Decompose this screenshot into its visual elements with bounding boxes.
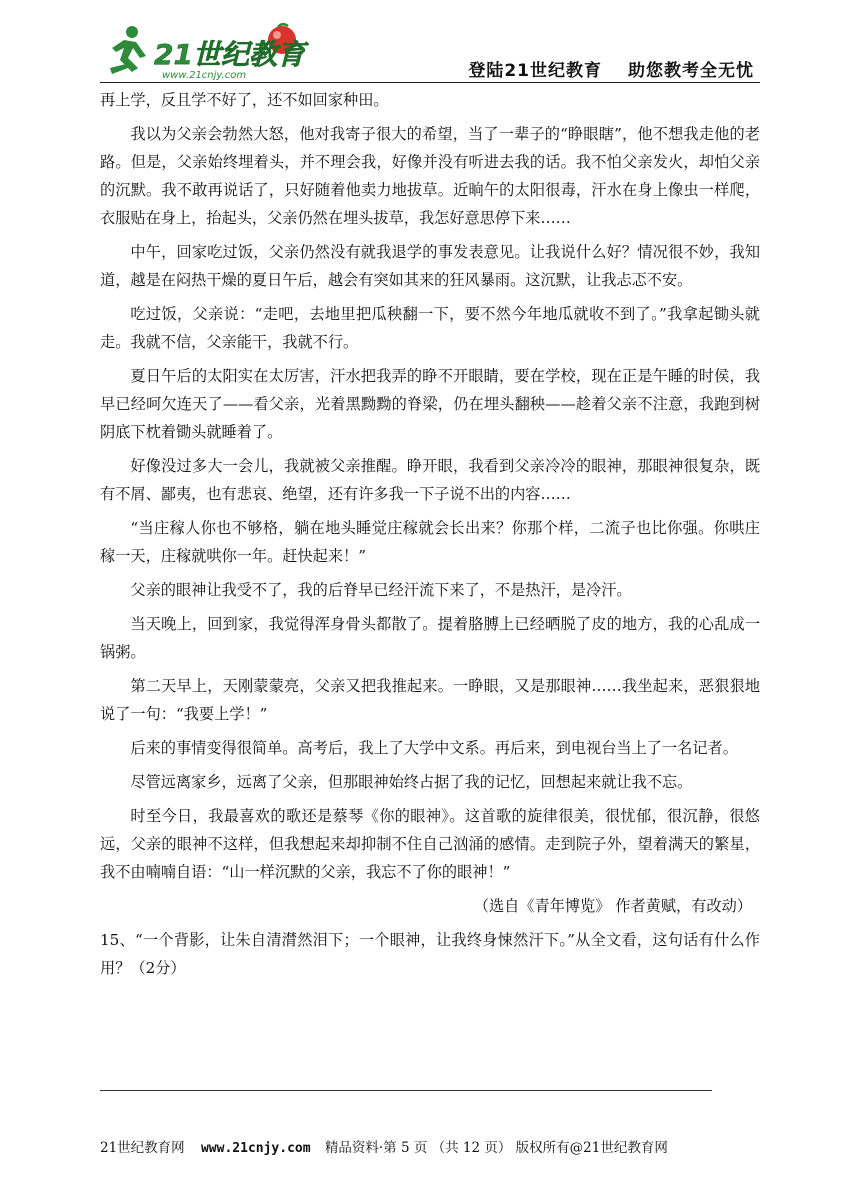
paragraph-2: 我以为父亲会勃然大怒，他对我寄子很大的希望，当了一辈子的“睁眼瞎”，他不想我走他的老路。但是，父亲始终埋着头，并不理会我，好像并没有听进去我的话。我不怕父亲发火，却怕父亲的沉默。我不敢再说话了，只好随着他卖力地拔草。近晌午的太阳很毒，汗水在身上像虫一样爬，衣服贴在身上，抬起头，父亲仍然在埋头拔草，我怎好意思停下来……	[100, 125, 760, 227]
page-footer	[100, 1136, 760, 1156]
article-body	[100, 86, 760, 988]
slogan-login: 登陆21世纪教育	[468, 61, 602, 81]
paragraph-6: 好像没过多大一会儿，我就被父亲推醒。睁开眼，我看到父亲冷冷的眼神，那眼神很复杂，既有不屑、鄙夷，也有悲哀、绝望，还有许多我一下子说不出的内容……	[100, 457, 760, 503]
answer-line[interactable]	[100, 1090, 712, 1091]
logo-text: 21世纪教育	[154, 38, 305, 71]
paragraph-8: 父亲的眼神让我受不了，我的后脊早已经汗流下来了，不是热汗，是冷汗。	[130, 581, 632, 599]
paragraph-5: 夏日午后的太阳实在太厉害，汗水把我弄的睁不开眼睛，要在学校，现在正是午睡的时侯，我早已经呵欠连天了——看父亲，光着黑黝黝的脊梁，仍在埋头翻秧——趁着父亲不注意，我跑到树阴底下枕着锄头就睡着了。	[100, 367, 760, 441]
paragraph-7: “当庄稼人你也不够格，躺在地头睡觉庄稼就会长出来？你那个样，二流子也比你强。你哄庄稼一天，庄稼就哄你一年。赶快起来！”	[100, 519, 760, 565]
paragraph-1: 再上学，反且学不好了，还不如回家种田。	[100, 91, 389, 109]
logo-url: www.21cnjy.com	[162, 70, 247, 81]
article-source: （选自《青年博览》 作者黄赋，有改动）	[473, 897, 752, 915]
footer-url[interactable]: www.21cnjy.com	[200, 1141, 311, 1156]
paragraph-13: 时至今日，我最喜欢的歌还是蔡琴《你的眼神》。这首歌的旋律很美，很忧郁，很沉静，很悠远，父亲的眼神不这样，但我想起来却抑制不住自己汹涌的感情。走到院子外，望着满天的繁星，我不由喃喃自语：“山一样沉默的父亲，我忘不了你的眼神！”	[100, 807, 760, 881]
paragraph-3: 中午，回家吃过饭，父亲仍然没有就我退学的事发表意见。让我说什么好？情况很不妙，我知道，越是在闷热干燥的夏日午后，越会有突如其来的狂风暴雨。这沉默，让我忐忑不安。	[100, 243, 760, 289]
paragraph-9: 当天晚上，回到家，我觉得浑身骨头都散了。提着胳膊上已经晒脱了皮的地方，我的心乱成一锅粥。	[100, 615, 760, 661]
page-header	[100, 18, 760, 82]
running-figure-icon	[110, 26, 146, 74]
footer-site: 21世纪教育网	[100, 1140, 185, 1156]
question-15: 15、“一个背影，让朱自清潸然泪下；一个眼神，让我终身悚然汗下。”从全文看，这句话有什么作用？（2分）	[100, 931, 760, 977]
header-slogan	[442, 56, 754, 81]
slogan-help: 助您教考全无忧	[628, 61, 754, 81]
paragraph-10: 第二天早上，天刚蒙蒙亮，父亲又把我推起来。一睁眼，又是那眼神……我坐起来，恶狠狠地说了一句：“我要上学！”	[100, 677, 760, 723]
paragraph-4: 吃过饭，父亲说：“走吧，去地里把瓜秧翻一下，要不然今年地瓜就收不到了。”我拿起锄头就走。我就不信，父亲能干，我就不行。	[100, 305, 760, 351]
paragraph-12: 尽管远离家乡，远离了父亲，但那眼神始终占据了我的记忆，回想起来就让我不忘。	[130, 773, 693, 791]
paragraph-11: 后来的事情变得很简单。高考后，我上了大学中文系。再后来，到电视台当上了一名记者。	[130, 739, 738, 757]
logo	[102, 18, 312, 82]
footer-info: 精品资料·第 5 页 （共 12 页） 版权所有@21世纪教育网	[324, 1140, 668, 1156]
header-divider	[100, 82, 760, 83]
